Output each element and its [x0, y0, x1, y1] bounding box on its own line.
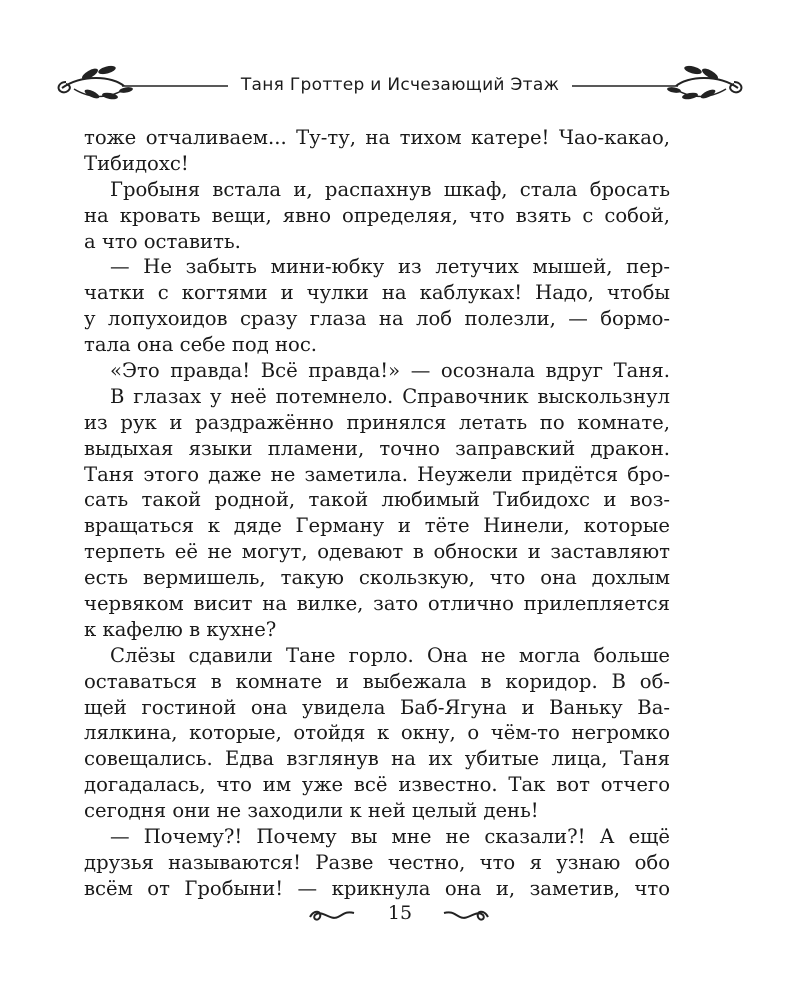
text-line: Таня этого даже не заметила. Неужели придётся бро- [84, 462, 670, 486]
text-line: вращаться к дяде Герману и тёте Нинели, которые [84, 514, 670, 538]
text-line: Гробыня встала и, распахнув шкаф, стала бросать [110, 177, 670, 201]
text-line: совещались. Едва взглянув на их убитые лица, Таня [84, 747, 670, 771]
text-line: терпеть её не могут, одевают в обноски и заставляют [84, 540, 670, 564]
text-line: выдыхая языки пламени, точно заправский дракон. [84, 436, 670, 460]
text-line: сать такой родной, такой любимый Тибидохс и воз- [84, 488, 670, 512]
text-line: червяком висит на вилке, зато отлично прилепляется [84, 592, 670, 616]
page-number: 15 [387, 902, 413, 924]
text-line: а что оставить. [84, 229, 241, 253]
text-line: В глазах у неё потемнело. Справочник выскользнул [110, 384, 670, 408]
text-line: Тибидохс! [84, 151, 189, 175]
text-line: лялкина, которые, отойдя к окну, о чём-то негромко [84, 721, 670, 745]
text-line: тоже отчаливаем... Ту-ту, на тихом катере! Чао-какао, [84, 126, 670, 149]
running-header [0, 58, 800, 108]
right-swirl-ornament-icon [440, 907, 490, 927]
text-line: к кафелю в кухне? [84, 617, 277, 641]
text-line: — Не забыть мини-юбку из летучих мышей, пер- [110, 255, 670, 279]
text-line: щей гостиной она увидела Баб-Ягуна и Ваньку Ва- [84, 695, 670, 719]
text-line: «Это правда! Всё правда!» — осознала вдруг Таня. [110, 359, 670, 383]
text-line: у лопухоидов сразу глаза на лоб полезли, — бормо- [84, 307, 670, 331]
text-line: — Почему?! Почему вы мне не сказали?! А ещё [110, 825, 670, 849]
text-line: из рук и раздражённо принялся летать по комнате, [84, 410, 670, 434]
text-line: сегодня они не заходили к ней целый день! [84, 799, 539, 823]
text-line: тала она себе под нос. [84, 333, 318, 357]
text-line: всём от Гробыни! — крикнула она и, заметив, что [84, 876, 670, 900]
page-body-text [84, 125, 670, 902]
text-line: чатки с когтями и чулки на каблуках! Надо, чтобы [84, 281, 670, 305]
text-line: друзья называются! Разве честно, что я узнаю обо [84, 850, 670, 874]
text-line: есть вермишель, такую скользкую, что она дохлым [84, 566, 670, 590]
text-line: на кровать вещи, явно определяя, что взять с собой, [84, 203, 670, 227]
text-line: догадалась, что им уже всё известно. Так вот отчего [84, 773, 670, 797]
book-title: Таня Гроттер и Исчезающий Этаж [0, 75, 800, 95]
text-line: Слёзы сдавили Тане горло. Она не могла больше [110, 643, 670, 667]
page-footer [0, 896, 800, 936]
text-line: оставаться в комнате и выбежала в коридор. В об- [84, 669, 670, 693]
